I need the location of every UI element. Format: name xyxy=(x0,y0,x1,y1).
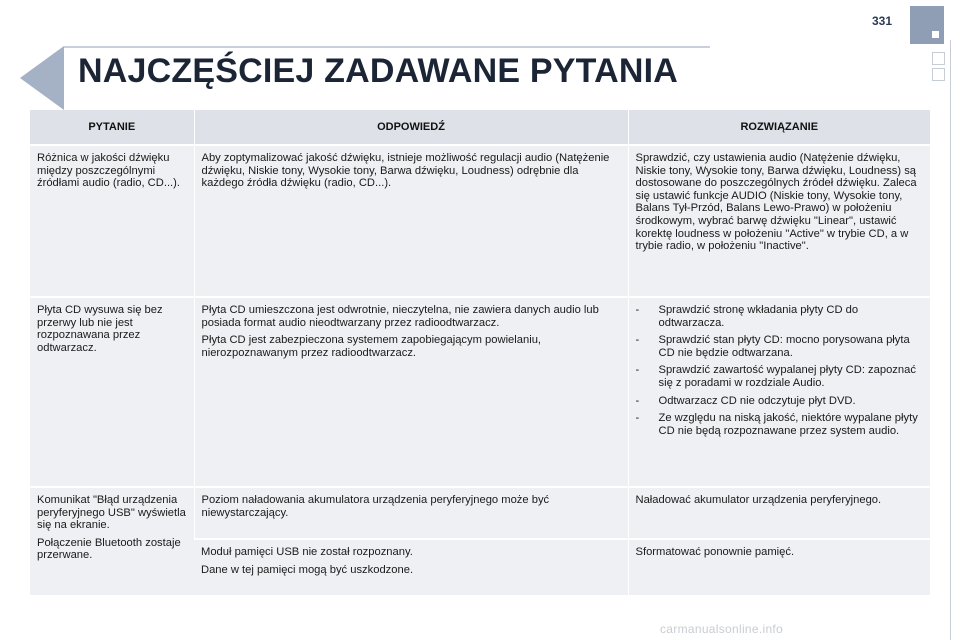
question-text: Komunikat "Błąd urządzenia peryferyjnego USB" wyświetla się na ekranie. xyxy=(37,494,186,532)
side-marker-bottom xyxy=(932,68,945,81)
answer-cell xyxy=(194,297,628,487)
solution-cell xyxy=(628,487,930,539)
question-text: Różnica w jakości dźwięku między poszczególnymi źródłami audio (radio, CD...). xyxy=(37,152,181,190)
table-row xyxy=(30,145,930,297)
dash-bullet: - xyxy=(635,412,640,425)
answer-text: Dane w tej pamięci mogą być uszkodzone. xyxy=(201,563,414,576)
answer-text: Poziom naładowania akumulatora urządzenia peryferyjnego może być niewystarczający. xyxy=(201,494,550,519)
header-question: PYTANIE xyxy=(30,110,194,145)
question-text: Połączenie Bluetooth zostaje przerwane. xyxy=(37,536,181,562)
answer-cell xyxy=(194,145,628,297)
dash-bullet: - xyxy=(635,394,640,407)
list-item xyxy=(636,364,924,389)
header-solution: ROZWIĄZANIE xyxy=(628,110,930,145)
answer-cell xyxy=(194,539,628,595)
dash-bullet: - xyxy=(635,364,640,377)
solution-text: Naładować akumulator urządzenia peryferyjnego. xyxy=(635,494,882,506)
dash-bullet: - xyxy=(635,334,640,347)
answer-text: Aby zoptymalizować jakość dźwięku, istnieje możliwość regulacji audio (Natężenie dźwięku, Niskie tony, Wysokie tony, Barwa dźwięku, Loudness) odrębnie dla każdego źródła dźwięku (radio, CD...). xyxy=(201,152,610,190)
header-answer: ODPOWIEDŹ xyxy=(194,110,628,145)
solution-cell xyxy=(628,297,930,487)
question-text: Płyta CD wysuwa się bez przerwy lub nie jest rozpoznawana przez odtwarzacz. xyxy=(37,304,163,354)
list-item-text: Sprawdzić stan płyty CD: mocno porysowana płyta CD nie będzie odtwarzana. xyxy=(658,334,910,359)
faq-table xyxy=(30,110,930,595)
list-item xyxy=(636,395,924,408)
answer-text: Płyta CD umieszczona jest odwrotnie, nieczytelna, nie zawiera danych audio lub posiada format audio nieodtwarzany przez radioodtwarzacz. xyxy=(201,304,599,329)
solution-text: Sprawdzić, czy ustawienia audio (Natężenie dźwięku, Niskie tony, Wysokie tony, Barwa dźwięku, Loudness) są dostosowane do poszczególnych źródeł dźwięku. Zaleca się ustawić funkcje AUDIO (Niskie tony, Wysokie tony, Balans Tył-Przód, Balans Lewo-Prawo) w położeniu środkowym, wybrać barwę dźwięku "Linear", ustawić korektę loudness w położeniu "Active" w trybie CD, a w trybie radio, w położeniu "Inactive". xyxy=(635,152,917,253)
list-item-text: Odtwarzacz CD nie odczytuje płyt DVD. xyxy=(658,394,856,407)
list-item xyxy=(636,334,924,359)
page-number: 331 xyxy=(872,14,893,28)
question-cell xyxy=(30,297,194,487)
list-item-text: Sprawdzić zawartość wypalanej płyty CD: zapoznać się z poradami w rozdziale Audio. xyxy=(658,364,916,389)
question-cell xyxy=(30,145,194,297)
list-item xyxy=(636,304,924,329)
answer-text: Płyta CD jest zabezpieczona systemem zapobiegającym powielaniu, nierozpoznawanym przez radioodtwarzacz. xyxy=(201,334,542,359)
watermark: carmanualsonline.info xyxy=(660,622,784,636)
list-item xyxy=(636,412,924,437)
table-row xyxy=(30,297,930,487)
solution-cell xyxy=(628,145,930,297)
side-marker-top xyxy=(932,52,945,65)
page-title: NAJCZĘŚCIEJ ZADAWANE PYTANIA xyxy=(78,52,679,90)
answer-cell xyxy=(194,487,628,539)
chapter-tab xyxy=(910,6,944,44)
table-row xyxy=(30,487,930,539)
solution-text: Sformatować ponownie pamięć. xyxy=(635,546,795,558)
dash-bullet: - xyxy=(635,304,640,316)
answer-text: Moduł pamięci USB nie został rozpoznany. xyxy=(201,546,413,558)
tab-marker xyxy=(932,31,939,38)
list-item-text: Sprawdzić stronę wkładania płyty CD do odtwarzacza. xyxy=(658,304,859,329)
solution-cell xyxy=(628,539,930,595)
solution-list xyxy=(636,304,924,437)
side-divider xyxy=(950,40,951,640)
list-item-text: Ze względu na niską jakość, niektóre wypalane płyty CD nie będą rozpoznawane przez system audio. xyxy=(658,412,918,437)
table-header-row xyxy=(30,110,930,145)
question-cell xyxy=(30,487,194,595)
